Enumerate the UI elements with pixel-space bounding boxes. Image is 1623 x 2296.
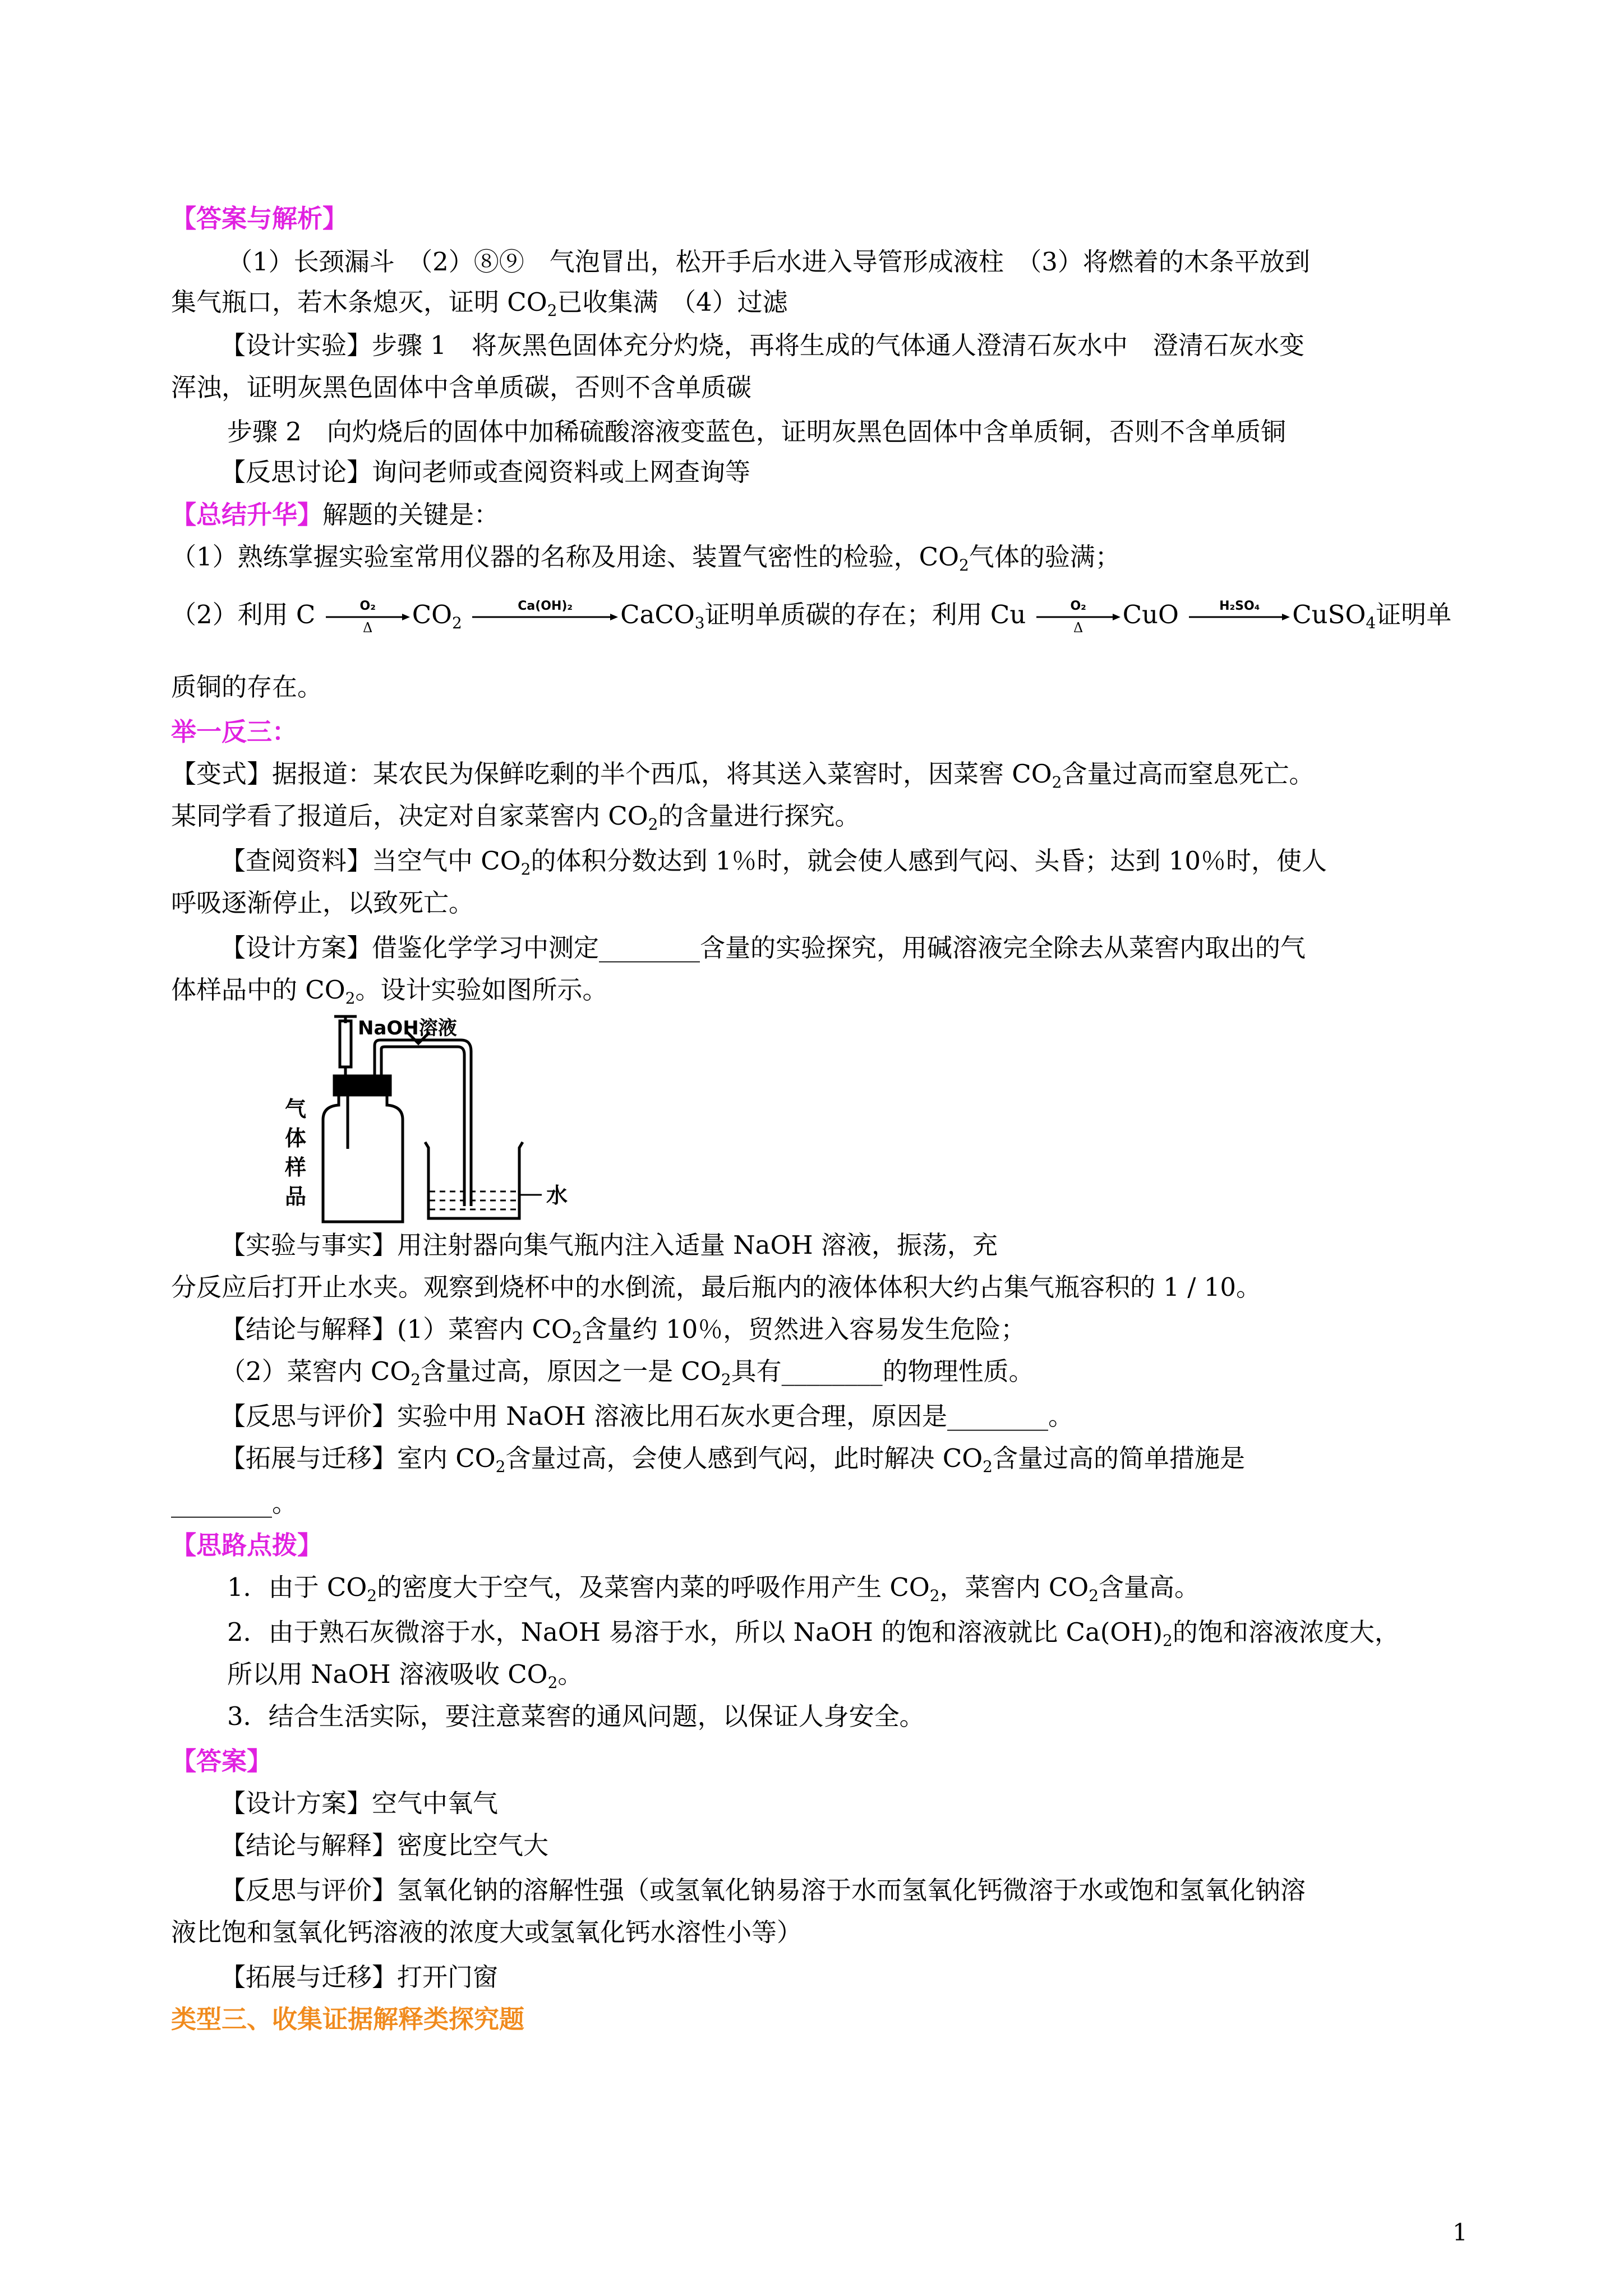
gas-collection-bottle [323,1095,403,1222]
reaction-arrow-co2-to-caco3: Ca(OH)₂ [472,600,618,634]
variant-line-2: 某同学看了报道后，决定对自家菜窖内 $CO_2$的含量进行探究。 [171,801,860,834]
gas-sample-label-1: 气 [285,1097,307,1121]
fact-line-2: 分反应后打开止水夹。观察到烧杯中的水倒流，最后瓶内的液体体积大约占集气瓶容积的 1 / 10。 [171,1272,1261,1302]
answer-line-2: 集气瓶口，若木条熄灭，证明 $CO_2$已收集满 （4）过滤 [171,287,788,320]
evaluation-line: 【反思与评价】实验中用 NaOH 溶液比用石灰水更合理，原因是________。 [220,1401,1073,1431]
extension-line-1: 【拓展与迁移】室内 $CO_2$含量过高，会使人感到气闷，此时解决 $CO_2$含量过高的简单措施是 [220,1443,1245,1476]
answer-evaluation-line-2: 液比饱和氢氧化钙溶液的浓度大或氢氧化钙水溶性小等） [171,1917,803,1947]
reflection-line: 【反思讨论】询问老师或查阅资料或上网查询等 [220,457,751,487]
section-heading-answer: 【答案】 [171,1746,273,1776]
summary-point-1: （1）熟练掌握实验室常用仪器的名称及用途、装置气密性的检验，$CO_2$气体的验满； [171,542,1121,574]
section-heading-summary: 【总结升华】 [171,500,323,530]
section-heading-answer-analysis: 【答案与解析】 [171,204,348,233]
plan-line-1: 【设计方案】借鉴化学学习中测定________含量的实验探究，用碱溶液完全除去从菜窖内取出的气 [220,933,1306,963]
section-heading-type-3: 类型三、收集证据解释类探究题 [171,2004,525,2034]
reaction-arrow-c-to-co2: O₂ Δ [326,600,410,634]
hint-line-2: 2．由于熟石灰微溶于水，NaOH 易溶于水，所以 NaOH 的饱和溶液就比 $Ca(OH)_2$的饱和溶液浓度大， [227,1617,1400,1650]
reaction-arrow-cuo-to-cuso4: H₂SO₄ [1189,600,1290,634]
answer-evaluation-line-1: 【反思与评价】氢氧化钠的溶解性强（或氢氧化钠易溶于水而氢氧化钙微溶于水或饱和氢氧化钠溶 [220,1875,1306,1905]
lookup-line-1: 【查阅资料】当空气中 $CO_2$的体积分数达到 1％时，就会使人感到气闷、头昏；达到 10％时，使人 [220,846,1327,878]
hint-line-3: 3．结合生活实际，要注意菜窖的通风问题，以保证人身安全。 [227,1701,925,1731]
fact-line-1: 【实验与事实】用注射器向集气瓶内注入适量 NaOH 溶液，振荡，充 [220,1230,998,1260]
page-number: 1 [1453,2219,1468,2246]
reaction-arrow-cu-to-cuo: O₂ Δ [1036,600,1121,634]
answer-extension: 【拓展与迁移】打开门窗 [220,1962,499,1992]
step-2-line: 步骤 2 向灼烧后的固体中加稀硫酸溶液变蓝色，证明灰黑色固体中含单质铜，否则不含单质铜 [227,417,1286,447]
naoh-solution-label: NaOH溶液 [358,1017,457,1039]
answer-plan: 【设计方案】空气中氧气 [220,1788,499,1818]
conclusion-line-1: 【结论与解释】(1）菜窖内 $CO_2$含量约 10％，贸然进入容易发生危险； [220,1314,1026,1347]
gas-sample-label-4: 品 [285,1184,307,1209]
answer-line-1: （1）长颈漏斗 （2）⑧⑨ 气泡冒出，松开手后水进入导管形成液柱 （3）将燃着的木条平放到 [227,247,1310,277]
variant-line-1: 【变式】据报道：某农民为保鲜吃剩的半个西瓜，将其送入菜窖时，因菜窖 $CO_2$含量过高而窒息死亡。 [171,759,1315,792]
summary-line: 【总结升华】解题的关键是： [171,500,500,530]
water-label: 水 [546,1183,568,1208]
hint-line-1: 1．由于 $CO_2$的密度大于空气，及菜窖内菜的呼吸作用产生 $CO_2$，菜窖内 $CO_2$含量高。 [227,1572,1200,1605]
hint-line-2-cont: 所以用 NaOH 溶液吸收 $CO_2$。 [227,1659,583,1692]
beaker [425,1142,523,1218]
section-heading-hint: 【思路点拨】 [171,1530,323,1560]
section-heading-example: 举一反三： [171,717,298,747]
design-experiment-line-2: 浑浊，证明灰黑色固体中含单质碳，否则不含单质碳 [171,372,752,402]
extension-line-2: ________。 [171,1488,298,1518]
conclusion-line-2: （2）菜窖内 $CO_2$含量过高，原因之一是 $CO_2$具有________的物理性质。 [220,1356,1034,1389]
summary-point-2-reaction: （2）利用 C O₂ Δ $CO_2$ Ca(OH)₂ CaCO$_3$证明单质碳的存在；利用 Cu O₂ Δ CuO H₂SO₄ CuSO$_4$证明单 [171,599,1452,636]
syringe [340,1021,351,1067]
rubber-stopper [334,1076,390,1095]
design-experiment-line-1: 【设计实验】步骤 1 将灰黑色固体充分灼烧，再将生成的气体通人澄清石灰水中 澄清石灰水变 [220,330,1304,360]
summary-point-2-cont: 质铜的存在。 [171,672,323,702]
gas-sample-label-2: 体 [285,1126,307,1151]
lookup-line-2: 呼吸逐渐停止，以致死亡。 [171,888,474,918]
apparatus-figure [280,1010,628,1234]
gas-sample-label-3: 样 [285,1155,307,1180]
answer-conclusion: 【结论与解释】密度比空气大 [220,1830,549,1860]
plan-line-2: 体样品中的 $CO_2$。设计实验如图所示。 [171,975,608,1007]
delivery-tube [375,1040,471,1206]
